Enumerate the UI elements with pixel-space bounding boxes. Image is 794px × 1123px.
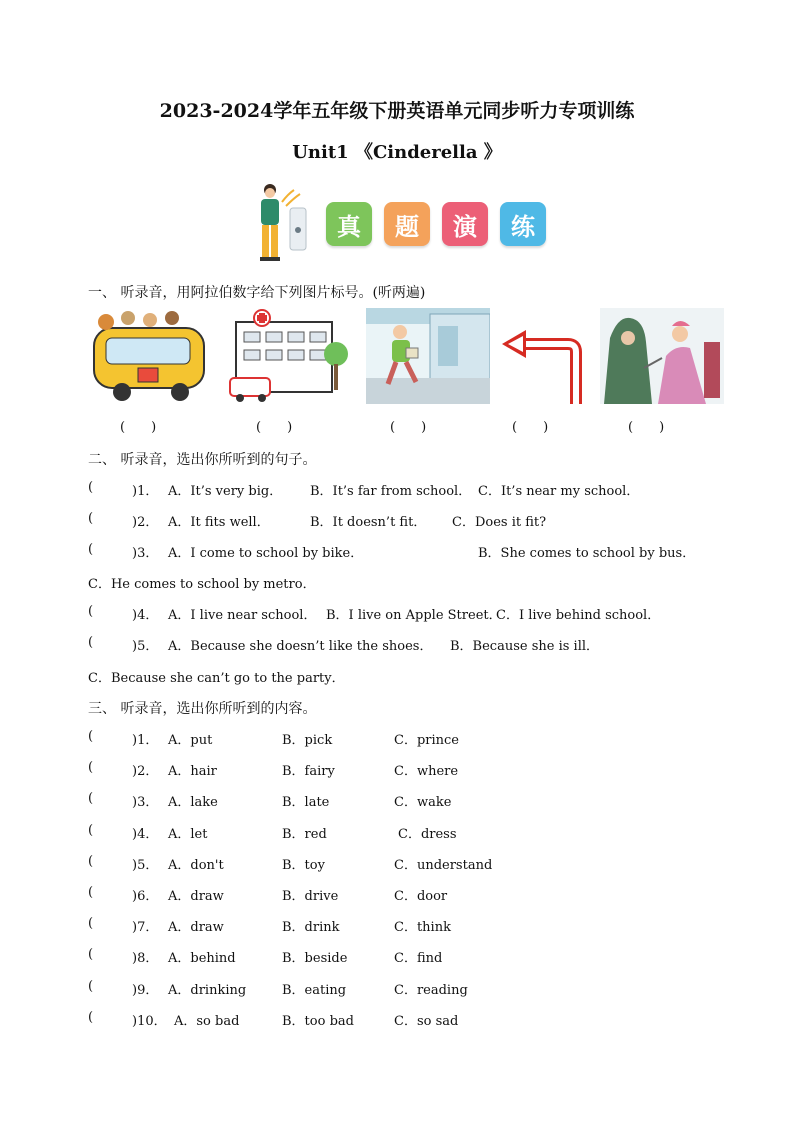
option-a[interactable]: A．lake [168, 795, 218, 810]
question-number: )2． [132, 764, 159, 779]
question-number: )5． [132, 639, 159, 654]
answer-paren[interactable]: ( [88, 947, 94, 962]
answer-paren[interactable]: ( [88, 1010, 94, 1025]
option-b[interactable]: B．red [282, 827, 327, 842]
question-number: )8． [132, 951, 159, 966]
option-b[interactable]: B．It doesn’t fit． [310, 515, 427, 530]
option-c[interactable]: C．It’s near my school． [478, 484, 640, 499]
option-c[interactable]: C．Does it fit? [452, 515, 547, 530]
bus-icon [86, 308, 210, 404]
section3-heading: 三、 听录音，选出你所听到的内容。 [88, 701, 317, 717]
option-a[interactable]: A．I come to school by bike． [168, 546, 364, 561]
answer-paren[interactable]: ( [88, 729, 94, 744]
answer-paren[interactable]: ( [88, 760, 94, 775]
option-c[interactable]: C．prince [394, 733, 459, 748]
question-number: )10． [132, 1014, 167, 1029]
option-b[interactable]: B．Because she is ill． [450, 639, 600, 654]
banner-tile-4: 练 [500, 202, 546, 246]
question-number: )5． [132, 858, 159, 873]
option-a[interactable]: A．hair [168, 764, 217, 779]
answer-paren[interactable]: ( [88, 979, 94, 994]
option-a[interactable]: A．It’s very big． [168, 484, 283, 499]
answer-paren[interactable]: ( [88, 511, 94, 526]
option-a[interactable]: A．It fits well． [168, 515, 270, 530]
picture-blank-2[interactable]: ( ) [256, 420, 293, 435]
question-number: )7． [132, 920, 159, 935]
option-a[interactable]: A．draw [168, 920, 224, 935]
answer-paren[interactable]: ( [88, 823, 94, 838]
banner-tile-1: 真 [326, 202, 372, 246]
question-number: )4． [132, 608, 159, 623]
answer-paren[interactable]: ( [88, 604, 94, 619]
question-number: )3． [132, 795, 159, 810]
answer-paren[interactable]: ( [88, 542, 94, 557]
picture-blank-4[interactable]: ( ) [512, 420, 549, 435]
banner-tile-2: 题 [384, 202, 430, 246]
option-a[interactable]: A．Because she doesn’t like the shoes． [168, 639, 433, 654]
option-a[interactable]: A．let [168, 827, 208, 842]
answer-paren[interactable]: ( [88, 480, 94, 495]
answer-paren[interactable]: ( [88, 791, 94, 806]
picture-blank-5[interactable]: ( ) [628, 420, 665, 435]
answer-paren[interactable]: ( [88, 635, 94, 650]
option-c[interactable]: C．door [394, 889, 448, 904]
option-b[interactable]: B．drive [282, 889, 339, 904]
question-number: )6． [132, 889, 159, 904]
girl-running-icon [366, 308, 490, 404]
option-c[interactable]: C．I live behind school． [496, 608, 661, 623]
option-a[interactable]: A．behind [168, 951, 236, 966]
answer-paren[interactable]: ( [88, 854, 94, 869]
option-c[interactable]: C．understand [394, 858, 493, 873]
option-a[interactable]: A．put [168, 733, 213, 748]
option-b[interactable]: B．eating [282, 983, 347, 998]
option-b[interactable]: B．beside [282, 951, 348, 966]
hospital-icon [226, 308, 350, 404]
option-b[interactable]: B．toy [282, 858, 325, 873]
option-b[interactable]: B．drink [282, 920, 340, 935]
option-b[interactable]: B．late [282, 795, 330, 810]
option-c[interactable]: C．where [394, 764, 459, 779]
option-c[interactable]: C．He comes to school by metro． [88, 577, 316, 592]
question-number: )2． [132, 515, 159, 530]
picture-blank-1[interactable]: ( ) [120, 420, 157, 435]
banner [252, 180, 552, 264]
option-c[interactable]: C．wake [394, 795, 452, 810]
answer-paren[interactable]: ( [88, 885, 94, 900]
question-number: )1． [132, 484, 159, 499]
option-c[interactable]: C．think [394, 920, 451, 935]
option-a[interactable]: A．I live near school． [168, 608, 317, 623]
section1-heading: 一、 听录音，用阿拉伯数字给下列图片标号。(听两遍) [88, 285, 426, 301]
option-b[interactable]: B．pick [282, 733, 333, 748]
option-c[interactable]: C．dress [398, 827, 457, 842]
answer-paren[interactable]: ( [88, 916, 94, 931]
page-title: 2023-2024学年五年级下册英语单元同步听力专项训练 [159, 100, 635, 122]
option-b[interactable]: B．fairy [282, 764, 335, 779]
banner-tile-3: 演 [442, 202, 488, 246]
option-a[interactable]: A．drinking [168, 983, 247, 998]
option-b[interactable]: B．It’s far from school． [310, 484, 472, 499]
option-a[interactable]: A．so bad [174, 1014, 240, 1029]
question-number: )9． [132, 983, 159, 998]
option-b[interactable]: B．I live on Apple Street． [326, 608, 502, 623]
option-c[interactable]: C．reading [394, 983, 468, 998]
option-b[interactable]: B．She comes to school by bus． [478, 546, 696, 561]
option-b[interactable]: B．too bad [282, 1014, 354, 1029]
option-c[interactable]: C．so sad [394, 1014, 459, 1029]
picture-blank-3[interactable]: ( ) [390, 420, 427, 435]
teacher-with-speaker-icon [252, 180, 322, 264]
option-a[interactable]: A．draw [168, 889, 224, 904]
option-c[interactable]: C．Because she can’t go to the party． [88, 671, 345, 686]
section2-heading: 二、 听录音，选出你所听到的句子。 [88, 452, 317, 468]
question-number: )3． [132, 546, 159, 561]
question-number: )1． [132, 733, 159, 748]
fairy-godmother-icon [600, 308, 724, 404]
option-a[interactable]: A．don't [168, 858, 224, 873]
page-subtitle: Unit1 《Cinderella 》 [292, 142, 502, 163]
option-c[interactable]: C．find [394, 951, 443, 966]
question-number: )4． [132, 827, 159, 842]
